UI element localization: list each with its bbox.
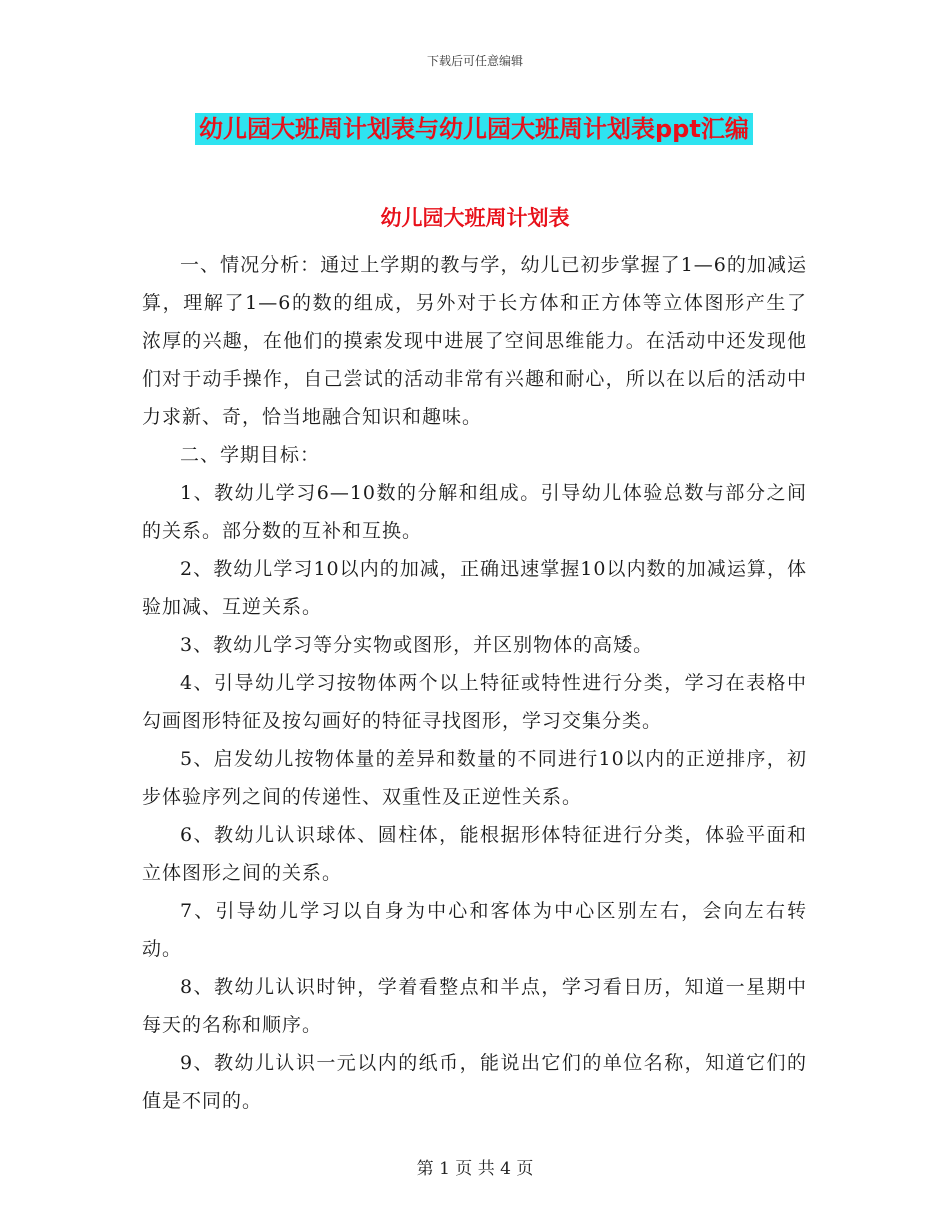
paragraph-goal-9: 9、教幼儿认识一元以内的纸币，能说出它们的单位名称，知道它们的值是不同的。 (142, 1052, 807, 1112)
header-note: 下载后可任意编辑 (426, 54, 523, 68)
section-title: 幼儿园大班周计划表 (380, 206, 570, 230)
paragraph-situation-analysis: 一、情况分析：通过上学期的教与学，幼儿已初步掌握了1—6的加减运算，理解了1—6的数的组成，另外对于长方体和正方体等立体图形产生了浓厚的兴趣，在他们的摸索发现中进展了空间思维能力。在活动中还发现他们对于动手操作，自己尝试的活动非常有兴趣和耐心，所以在以后的活动中力求新、奇，恰当地融合知识和趣味。 (142, 254, 807, 428)
paragraph-goal-5: 5、启发幼儿按物体量的差异和数量的不同进行10以内的正逆排序，初步体验序列之间的传递性、双重性及正逆性关系。 (142, 748, 807, 808)
paragraph-goal-7: 7、引导幼儿学习以自身为中心和客体为中心区别左右，会向左右转动。 (142, 900, 807, 960)
paragraph-goal-2: 2、教幼儿学习10以内的加减，正确迅速掌握10以内数的加减运算，体验加减、互逆关系。 (142, 558, 807, 618)
document-body (142, 246, 807, 1120)
paragraph-semester-goals-heading: 二、学期目标： (180, 444, 321, 466)
paragraph-goal-1: 1、教幼儿学习6—10数的分解和组成。引导幼儿体验总数与部分之间的关系。部分数的互补和互换。 (142, 482, 807, 542)
paragraph-goal-3: 3、教幼儿学习等分实物或图形，并区别物体的高矮。 (180, 634, 654, 656)
page-number-footer: 第 1 页 共 4 页 (416, 1159, 534, 1179)
paragraph-goal-6: 6、教幼儿认识球体、圆柱体，能根据形体特征进行分类，体验平面和立体图形之间的关系。 (142, 824, 807, 884)
document-title: 幼儿园大班周计划表与幼儿园大班周计划表ppt汇编 (195, 113, 753, 145)
paragraph-goal-4: 4、引导幼儿学习按物体两个以上特征或特性进行分类，学习在表格中勾画图形特征及按勾画好的特征寻找图形，学习交集分类。 (142, 672, 807, 732)
paragraph-goal-8: 8、教幼儿认识时钟，学着看整点和半点，学习看日历，知道一星期中每天的名称和顺序。 (142, 976, 807, 1036)
